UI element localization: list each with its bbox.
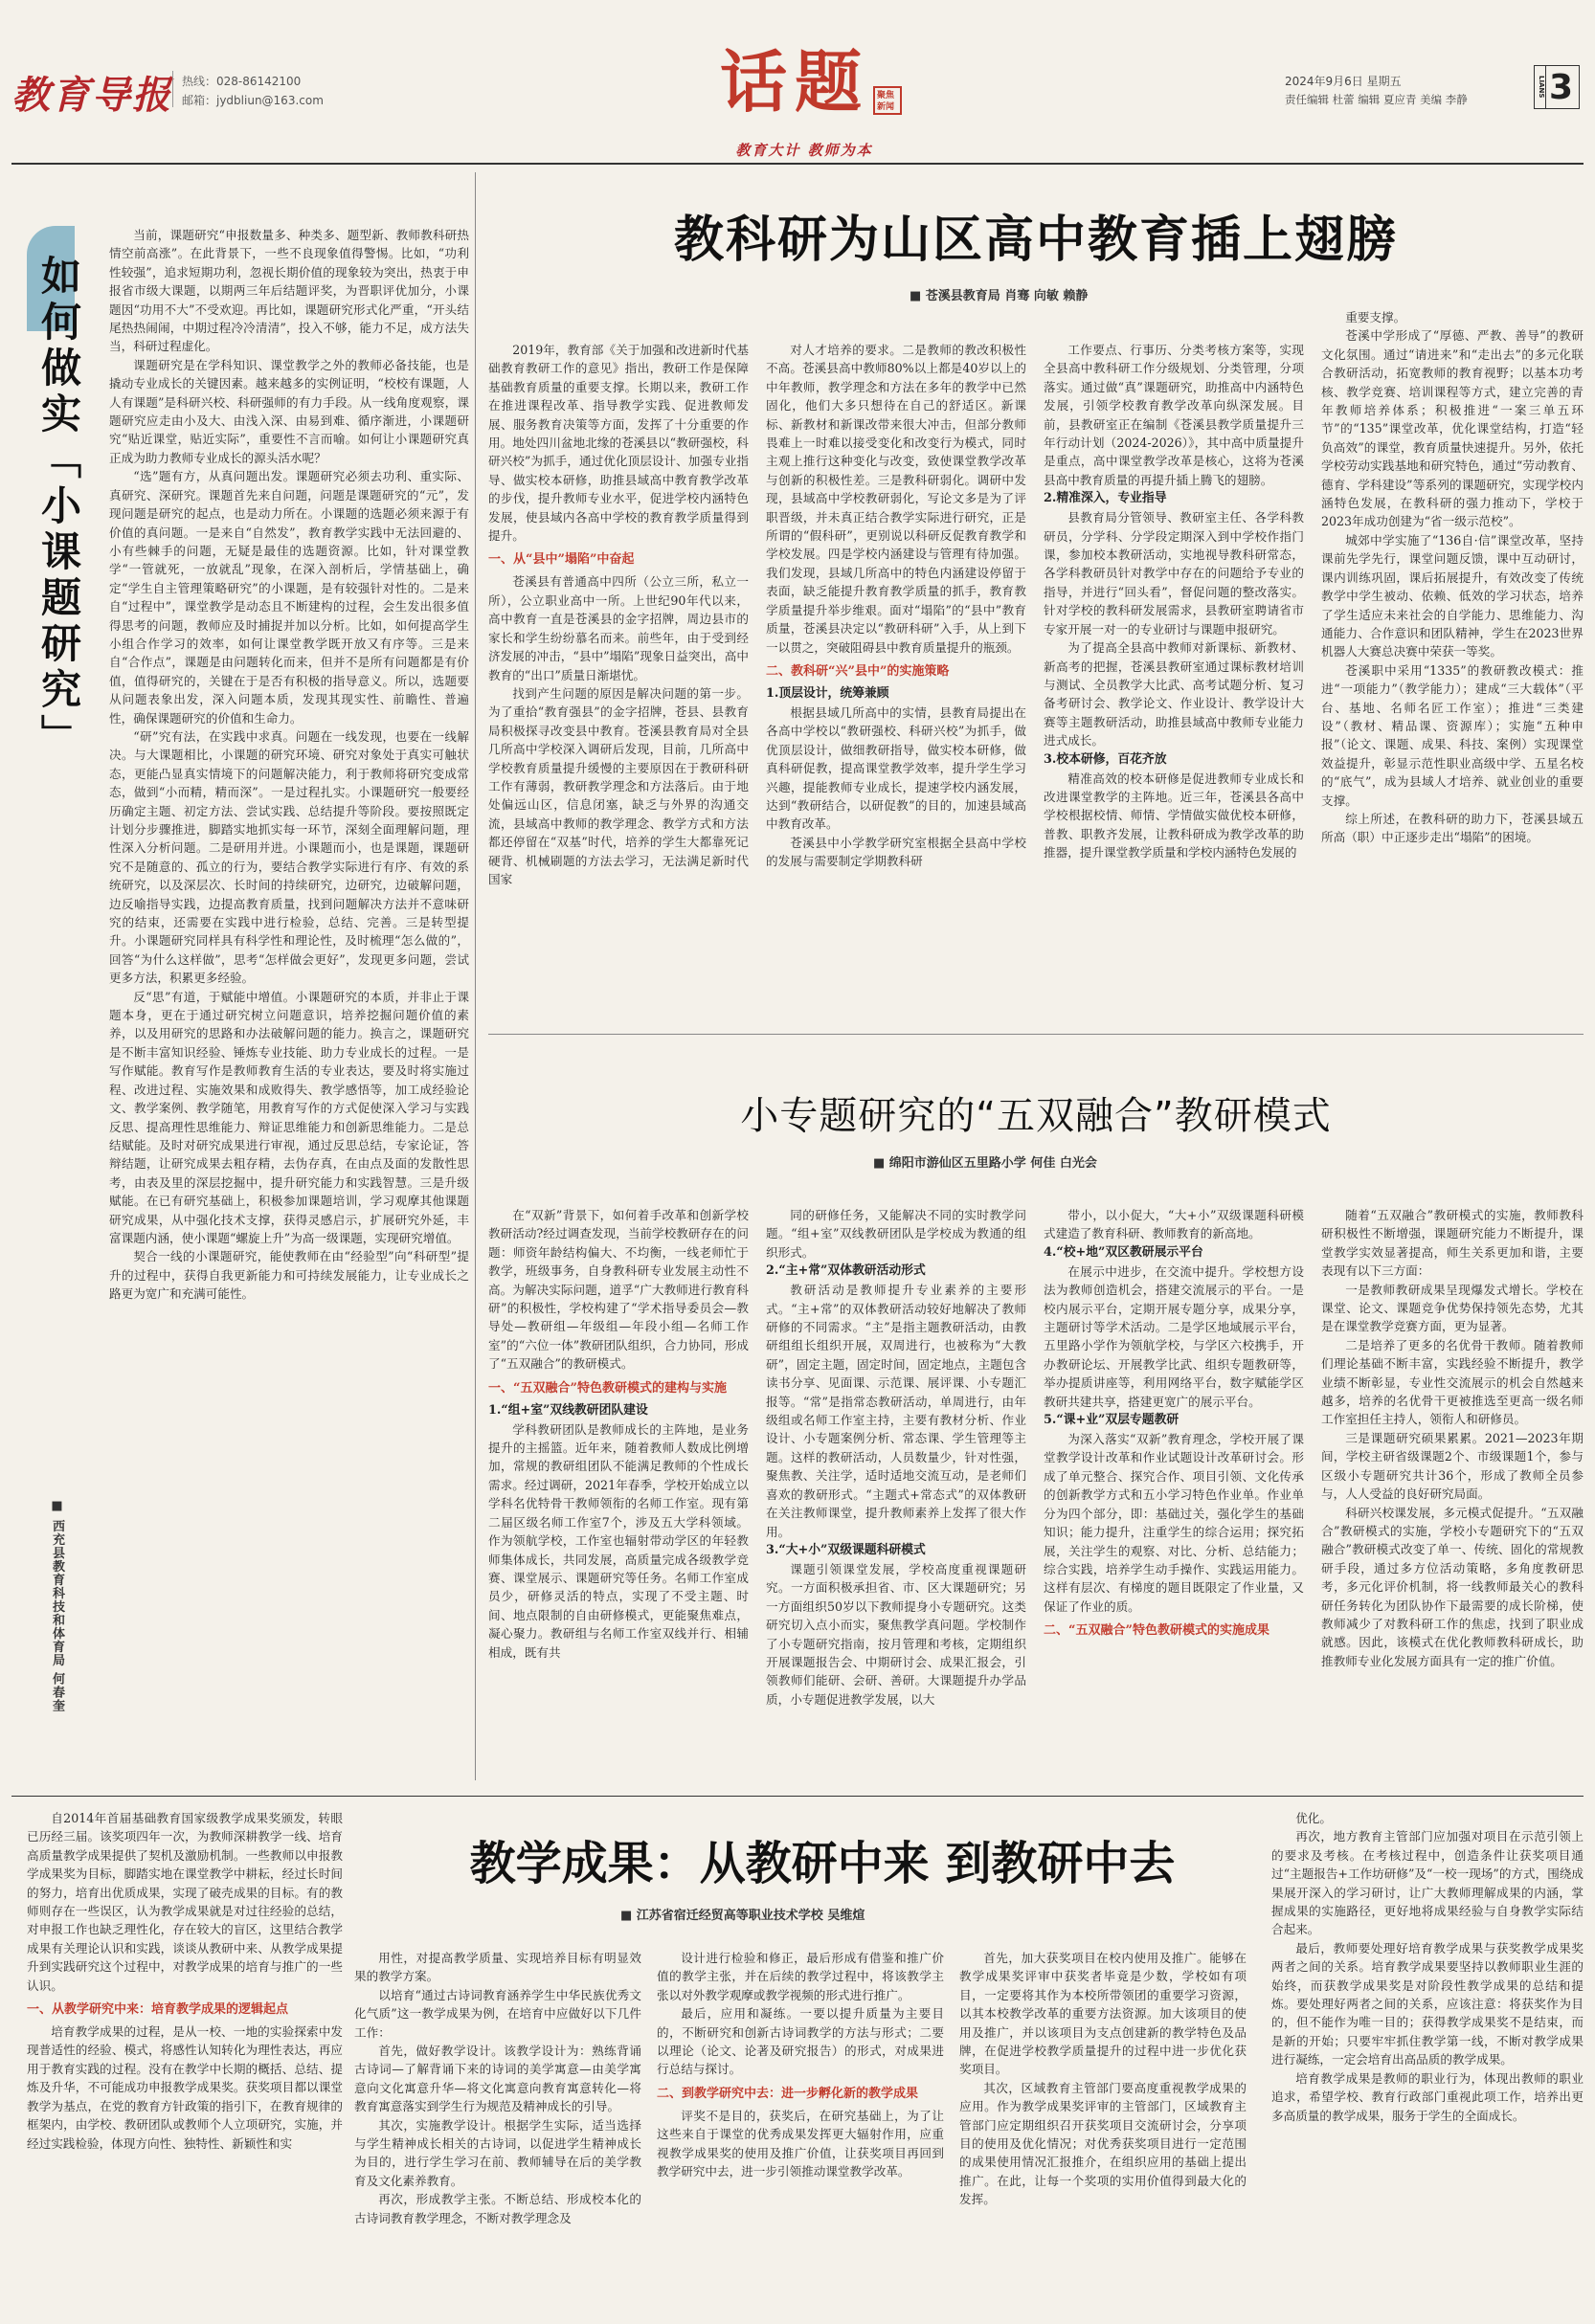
paragraph: 带小，以小促大，“大+小”双级课题科研模式建造了教育科研、教师教育的新高地。 [1044,1208,1304,1241]
paragraph: 教研活动是教师提升专业素养的主要形式。“主+常”的双体教研活动较好地解决了教师研修的不同需求。“主”是指主题教研活动，由教研组组长组织开展，双周进行，也被称为“大教研”，固定主题，固定时间，固定地点，主题包含读书分享、见面课、示范课、展评课、小专题汇报等。“常”是指常态教研活动，单周进行，由年级组或名师工作室主持，主要有教材分析、作业设计、小专题案例分析、常态课、学生管理等主题。这样的教研活动，人员数量少，针对性强，聚焦教、关注学，适时适地交流互动，是老师们喜欢的教研形式。“主题式+常态式”的双体教研在关注教师课堂，提升教师素养上发挥了很大作用。 [766,1283,1026,1539]
subheading: 二、“五双融合”特色教研模式的实施成果 [1044,1623,1269,1639]
paragraph: 其次，区域教育主管部门要高度重视教学成果的应用。作为教学成果奖评审的主管部门，区域教育主管部门应定期组织召开获奖项目交流研讨会，分享项目的使用及优化情况；对优秀获奖项目进行一定范围的成果使用情况汇报推介，在组织应用的基础上提出推广。在此，让每一个奖项的实用价值得到最大化的发挥。 [959,2080,1247,2207]
paragraph: 二是培养了更多的名优骨干教师。随着教师们理论基础不断丰富，实践经验不断提升，教学业绩不断彰显，专业性交流展示的机会自然越来越多，培养的名优骨干更被推选至更高一级名师工作室担任主持人，领衔人和研修员。 [1321,1337,1584,1427]
paragraph: 城郊中学实施了“136自·信”课堂改革，坚持课前先学先行，课堂问题反馈，课中互动研讨，课内训练巩固，课后拓展提升，有效改变了传统教学中学生被动、依赖、低效的学习状态，培养了学生适应未来社会的自学能力、思维能力、沟通能力、合作意识和团队精神，学生在2023世界机器人大赛总决赛中荣获一等奖。 [1321,532,1584,659]
paragraph: 最后，应用和凝练。一要以提升质量为主要目的，不断研究和创新古诗词教学的方法与形式；二要以理论（论文、论著及研究报告）的形式，对成果进行总结与探讨。 [657,2006,944,2077]
article-small-topic-research [27,178,469,1777]
paragraph: 契合一线的小课题研究，能使教师在由“经验型”向“科研型”提升的过程中，获得自我更新能力和可持续发展能力，让专业成长之路更为宽广和充满可能性。 [109,1249,469,1302]
paragraph: 三是课题研究硕果累累。2021—2023年期间，学校主研省级课题2个、市级课题1个，参与区级小专题研究共计36个，形成了教师全员参与，人人受益的良好研究局面。 [1321,1430,1584,1502]
article-col-4 [1321,1206,1584,1670]
masthead [0,0,1595,165]
paragraph: 苍溪中学形成了“厚德、严教、善导”的教研文化氛围。通过“请进来”和“走出去”的多元化联合教研活动，拓宽教师的教育视野；以基本功考核、教学竞赛、培训课程等方式，建立完善的青年教师培养体系；积极推进“一案三单五环节”的“135”课堂改革，优化课堂结构，打造“轻负高效”的课堂，教育质量快速提升。另外，依托学校劳动实践基地和研究特色，通过“劳动教育、德育、学科建设”等系列的课题研究，实现学校内涵特色发展，在教科研的强力推动下，学校于2023年成功创建为“省一级示范校”。 [1321,328,1584,529]
article-byline: ■ 绵阳市游仙区五里路小学 何佳 白光会 [873,1156,1097,1171]
hotline: 热线：028-86142100 [182,75,302,88]
subheading: 二、教科研“兴”县中”的实施策略 [766,663,950,679]
paragraph: 工作要点、行事历、分类考核方案等，实现全县高中教科研工作分级规划、分类管理，分项落实。通过做“真”课题研究，助推高中内涵特色发展，引领学校教育教学改革向纵深发展。目前，县教研室正在编制《苍溪县教学质量提升三年行动计划（2024-2026）》，其中高中质量提升是重点，高中课堂教学改革是核心，这将为苍溪县高中教育质量的再提升插上腾飞的翅膀。 [1044,343,1304,487]
paragraph: 学科教研团队是教师成长的主阵地，是业务提升的主摇篮。近年来，随着教师人数成比例增加，常规的教研组团队不能满足教师的个性成长需求。经过调研，2021年春季，学校开始成立以学科名优特骨干教师领衔的名师工作室。现有第二届区级名师工作室7个，涉及五大学科领域。作为领航学校，工作室也辐射带动学区的年轻教师集体成长，共同发展，高质量完成各级教学竞赛、课堂展示、课题研究等任务。名师工作室成员少，研修灵活的特点，实现了不受主题、时间、地点限制的自由研修模式，更能聚焦难点，凝心聚力。教研组与名师工作室双线并行、相辅相成，既有共 [488,1421,749,1660]
page-number: 3 [1549,67,1574,107]
article-title: 如何做实「小课题研究」 [35,255,82,760]
article-col-2 [657,1949,944,2180]
paragraph: 课题研究是在学科知识、课堂教学之外的教师必备技能，也是撬动专业成长的关键因素。越来越多的实例证明，“校校有课题，人人有课题”是科研兴校、科研强师的有力手段。从一线角度观察，课题研究应走由小及大、由浅入深、由易到难、循序渐进，小课题研究“贴近课堂，贴近实际”，重要性不言而喻。如何让小课题研究真正成为助力教师专业成长的源头活水呢？ [109,357,469,465]
paragraph: 在展示中进步，在交流中提升。学校想方设法为教师创造机会，搭建交流展示的平台。一是校内展示平台，定期开展专题分享，成果分享，主题研讨等学术活动。二是学区地域展示平台，五里路小学作为领航学校，与学区六校携手，开办教研论坛、开展教学比武、组织专题教研等，举办提质讲座等，利用网络平台，数字赋能学区教研共建共享，搭建更宽广的展示平台。 [1044,1263,1304,1409]
subheading: 2.“主+常”双体教研活动形式 [766,1263,926,1279]
article-col-2 [766,341,1026,871]
article-col-1 [488,341,749,888]
article-col-3 [1044,341,1304,862]
article-title: 教科研为山区高中教育插上翅膀 [673,211,1398,269]
article-col-4 [1271,1809,1584,2125]
masthead-rule [11,163,1584,165]
article-col-1 [354,1949,641,2227]
paragraph: 以培育“通过古诗词教育涵养学生中华民族优秀文化气质”这一教学成果为例，在培育中应做好以下几件工作： [354,1987,641,2040]
paragraph: 重要支撑。 [1345,310,1406,324]
paragraph: 培育教学成果的过程，是从一校、一地的实验探索中发现普适性的经验、模式，将感性认知转化为理性表达，再应用于教育实践的过程。没有在教学中长期的概括、总结、提炼及升华，不可能成功申报教学成果奖。获奖项目都以课堂教学为基点，在党的教育方针政策的指引下，在教育规律的框架内，由学校、教研团队或教师个人立项研究，实施，并经过实践检验，体现方向性、独特性、新颖性和实 [27,2024,343,2151]
issue-date: 2024年9月6日 星期五 [1285,75,1402,88]
article-col-4 [1321,308,1584,847]
section-rule [11,1796,1584,1797]
article-title: 小专题研究的“五双融合”教研模式 [740,1094,1332,1138]
paragraph: 优化。 [1295,1811,1332,1825]
page-number-box [1534,65,1580,109]
subheading: 二、到教学研究中去：进一步孵化新的教学成果 [657,2086,919,2101]
subheading: 2.精准深入，专业指导 [1044,491,1167,506]
paragraph: 为深入落实“双新”教育理念，学校开展了课堂教学设计改革和作业试题设计改革研讨会。形成了单元整合、探究合作、项目引领、文化传承的创新教学方式和五小学习特色作业单。作业单分为四个部分，即：基础过关，强化学生的基础知识；能力提升，注重学生的综合运用；探究拓展，关注学生的观察、对比、分析、总结能力；综合实践，培养学生动手操作、实践运用能力。这样有层次、有梯度的题目既限定了作业量，又保证了作业的质。 [1044,1432,1304,1614]
paragraph: 设计进行检验和修正，最后形成有借鉴和推广价值的教学主张，并在后续的教学过程中，将该教学主张以对外教学观摩或教学视频的形式进行推广。 [657,1951,944,2002]
newspaper-logo: 教育导报 [11,73,172,118]
section-title: 话题 [720,42,869,122]
paragraph: 科研兴校课发展，多元模式促提升。“五双融合”教研模式的实施，学校小专题研究下的“五双融合”教研模式改变了单一、传统、固化的常规教研手段，通过多方位活动策略，多角度教研思考，多元化评价机制，将一线教师最关心的教科研任务转化为团队协作下最需要的成长阶梯，使教师减少了对教科研工作的焦虑，找到了职业成就感。因此，该模式在优化教师教科研成长，助推教师专业化发展方面具有一定的推广价值。 [1321,1505,1584,1668]
paragraph: 为了提高全县高中教师对新课标、新教材、新高考的把握，苍溪县教研室通过课标教材培训与测试、全员教学大比武、高考试题分析、复习备考研讨会、教学论文、作业设计、教学设计大赛等主题教研活动，助推县域高中教师专业能力进式成长。 [1044,640,1304,749]
paragraph: 再次，地方教育主管部门应加强对项目在示范引领上的要求及考核。在考核过程中，创造条件让获奖项目通过“主题报告+工作坊研修”及“一校一现场”的方式，围绕成果展开深入的学习研讨，让广大教师理解成果的内涵，掌握成果的实施路径，更好地将成果经验与自身教学实际结合起来。 [1271,1829,1584,1937]
paragraph: 对人才培养的要求。二是教师的教改积极性不高。苍溪县高中教师80%以上都是40岁以上的中年教师，教学理念和方法在多年的教学中已然固化，他们大多只想待在自己的舒适区。新课标、新教材和新课改带来很大冲击，但部分教师畏难上一时难以接受变化和改变行为模式，同时主观上推行这种变化与改变，致使课堂教学改革与创新的积极性差。三是教科研弱化。调研中发现，县域高中学校教研弱化，写论文多是为了评职晋级，并未真正结合教学实际进行研究，正是所谓的“假科研”，更别说以科研反促教育教学和学校发展。四是学校内涵建设与管理有待加强。我们发现，县域几所高中的特色内涵建设停留于表面，缺乏能提升教育教学质量的抓手，教育教学质量提升举步维艰。面对“塌陷”的“县中”教育质量，苍溪县决定以“教研科研”入手，从上到下一以贯之，突破阻碍县中教育质量提升的瓶颈。 [766,343,1026,655]
paragraph: “研”究有法，在实践中求真。问题在一线发现，也要在一线解决。与大课题相比，小课题的研究环境、研究对象处于真实可触状态，更能凸显真实情境下的问题解决能力，利于教师将研究变成常态，做到“小而精，精而深”。一是过程扎实。小课题研究一般要经历确定主题、初定方法、尝试实践、总结提升等阶段。要按照既定计划分步骤推进，脚踏实地抓实每一环节，深刻全面理解问题，理性深入分析问题。二是研用并进。小课题而小，也是课题，课题研究不是随意的、孤立的行为，要结合教学实际进行有序、有效的系统研究，以及深层次、长时间的持续研究，边研究，边破解问题，边反喻指导实践，边提高教育质量，找到问题解决方法并不意味研究的结束，还需要在实践中进行检验，总结、完善。三是转型提升。小课题研究同样具有科学性和理论性，及时梳理“怎么做的”，回答“为什么这样做”，思考“怎样做会更好”，发现更多问题，尝试更多方法，积累更多经验。 [109,728,469,986]
paragraph: “选”题有方，从真问题出发。课题研究必须去功利、重实际、真研究、深研究。课题首先来自问题，问题是课题研究的“元”，发现问题是研究的起点，也是动力所在。小课题的选题必须来源于有价值的真问题。一是来自“自然发”，教育教学实践中无法回避的、小有些棘手的问题，无疑是最佳的选题资源。比如，针对课堂教学“一管就死，一放就乱”现象，在深入剖析后，学情基础上，确定“学生自主管理策略研究”的小课题，是有较强针对性的。二是来自“过程中”，课堂教学是动态且不断建构的过程，会生发出很多值得思考的问题，教师应及时捕捉并加以分析。比如，如何提高学生小组合作学习的效率，如何让课堂教学既开放又有序等。三是来自“合作点”，课题是由问题转化而来，但并不是所有问题都是有价值，值得研究的，关键在于是否有积极的指导意义。所以，选题要从问题表象出发，深入问题本质，发现其现实性、前瞻性、普遍性，确保课题研究的价值和生命力。 [109,469,469,726]
paragraph: 随着“五双融合”教研模式的实施，教师教科研积极性不断增强，课题研究能力不断提升，课堂教学实效显著提高，师生关系更加和谐，主要表现有以下三方面： [1321,1208,1584,1279]
article-byline: ■ 江苏省宿迁经贸高等职业技术学校 吴维煊 [620,1909,865,1923]
editors: 责任编辑 杜蕾 编辑 夏应青 美编 李静 [1285,93,1468,106]
paragraph: 培育教学成果是教师的职业行为，体现出教师的职业追求，希望学校、教育行政部门重视此项工作，培养出更多高质量的教学成果，服务于学生的全面成长。 [1271,2070,1584,2123]
subheading: 1.“组+室”双线教研团队建设 [488,1402,648,1418]
subheading: 一、从教学研究中来：培育教学成果的逻辑起点 [27,2002,289,2018]
paragraph: 苍溪县中小学教学研究室根据全县高中学校的发展与需要制定学期教科研 [766,835,1026,869]
article-title: 教学成果：从教研中来 到教研中去 [469,1837,1176,1890]
subheading: 5.“课+业”双层专题教研 [1044,1413,1179,1428]
paragraph: 用性，对提高教学质量、实现培养目标有明显效果的教学方案。 [354,1951,641,1984]
section-rule [488,1034,1584,1035]
paragraph: 在“双新”背景下，如何着手改革和创新学校教研活动?经过调查发现，当前学校教研存在的问题：师资年龄结构偏大、不均衡，一线老师忙于教学，班级事务，自身教科研专业发展主动性不高。为解决实际问题，道孚“广大教师进行教育科研”的积极性，学校构建了“学术指导委员会—教导处—教研组—年级组—年段小组—名师工作室”的“六位一体”教研团队组织，合力协同，形成了“五双融合”的教研模式。 [488,1208,749,1372]
subheading: 一、“五双融合”特色教研模式的建构与实施 [488,1380,727,1396]
paragraph: 其次，实施教学设计。根据学生实际，适当选择与学生精神成长相关的古诗词，以促进学生精神成长为目的，进行学生学习在前、教师辅导在后的美学教育及文化素养教育。 [354,2117,641,2188]
paragraph: 反“思”有道，于赋能中增值。小课题研究的本质，并非止于课题本身，更在于通过研究树立问题意识，培养挖掘问题价值的素养，以及用研究的思路和办法破解问题的能力。换言之，课题研究是不断丰富知识经验、锤炼专业技能、助力专业成长的过程。一是写作赋能。教育写作是教师教育生活的专业表达，要及时将实施过程、改进过程、实施效果和成败得失、教学感悟等，加工成经验论文、教学案例、教学随笔，用教育写作的方式促使深入学习与实践反思、提高理性思维能力、辩证思维能力和创新思维能力。二是总结赋能。及时对研究成果进行审视，通过反思总结，专家论证，答辩结题，让研究成果去粗存精，去伪存真，在由点及面的发散性思考，由表及里的深层挖掘中，提升研究能力和实践智慧。三是升级赋能。在已有研究基础上，积极参加课题培训，学习观摩其他课题研究成果，从中强化技术支撑，获得灵感启示，扩展研究外延，丰富课题内涵，使小课题“螺旋上升”为高一级课题，实现研究增值。 [109,989,469,1245]
paragraph: 当前，课题研究“申报数量多、种类多、题型新、教师教科研热情空前高涨”。在此背景下，一些不良现象值得警惕。比如，“功利性较强”，追求短期功利，忽视长期价值的现象较为突出，热衷于申报省市级大课题，以期两三年后结题评奖，为晋职评优加分，小课题因“功用不大”不受欢迎。再比如，课题研究形式化严重，“开头结尾热热闹闹，中期过程冷冷清清”，投入不够，能力不足，成方法失当，科研过程虚化。 [109,228,469,354]
paragraph: 课题引领课堂发展，学校高度重视课题研究。一方面积极承担省、市、区大课题研究；另一方面组织50岁以下教师提身小专题研究。这类研究切入点小而实，聚焦教学真问题。学校制作了小专题研究指南，按月管理和考核，定期组织开展课题报告会、中期研讨会、成果汇报会，引领教师们能研、会研、善研。大课题提升办学品质，小专题促进教学发展，以大 [766,1561,1026,1707]
article-byline: ■ 苍溪县教育局 肖骞 向敏 赖静 [910,289,1089,303]
email: 邮箱：jydbliun@163.com [182,94,324,107]
paragraph: 综上所述，在教科研的助力下，苍溪县域五所高（职）中正逐步走出“塌陷”的困境。 [1321,811,1584,845]
paragraph: 找到产生问题的原因是解决问题的第一步。为了重拾“教育强县”的金字招牌，苍县、县教育局积极探寻改变县中教育。苍溪县教育局对全县几所高中学校深入调研后发现，目前，几所高中学校教育质量提升缓慢的主要原因在于教研科研工作有薄弱，教研教学理念和方法落后。由于地处偏远山区，信息闭塞，缺乏与外界的沟通交流，县域高中教师的教学理念、教学方式和方法都还停留在“双基”时代，培养的学生大都靠死记硬背、机械刷题的方法去学习，无法满足新时代国家 [488,685,749,886]
paragraph: 根据县域几所高中的实情，县教育局提出在各高中学校以“教研强校、科研兴校”为抓手，做优顶层设计，做细教研指导，做实校本研修，做真科研促教，提高课堂教学效率，提升学生学习兴趣，提能教师专业成长，提速学校内涵发展，达到“教研结合，以研促教”的目的，加速县域高中教育改革。 [766,704,1026,832]
article-five-double-model [488,1043,1584,1790]
article-body [109,226,469,1304]
paragraph: 再次，形成教学主张。不断总结、形成校本化的古诗词教育教学理念，不断对教学理念及 [354,2192,641,2225]
page-label: LIANS [1535,66,1546,108]
article-teaching-achievements [27,1809,1584,2316]
paragraph: 自2014年首届基础教育国家级教学成果奖颁发，转眼已历经三届。该奖项四年一次，为教师深耕教学一线、培育高质量教学成果提供了契机及激励机制。一些教师以申报教学成果奖为目标，脚踏实地在课堂教学中耕耘，经过长时间的努力，培育出优质成果，实现了破壳成果的目标。有的教师则存在一些误区，认为教学成果就是对过往经验的总结，对申报工作也缺乏理性化，存在较大的盲区，这里结合教学成果有关理论认识和实践，谈谈从教研中来、从教学成果提升到实践研究这个过程中，对教学成果的培育与推广的一些认识。 [27,1811,343,1993]
subheading: 4.“校+地”双区教研展示平台 [1044,1244,1203,1260]
subheading: 3.“大+小”双级课题科研模式 [766,1542,926,1557]
subheading: 一、从“县中”塌陷”中奋起 [488,552,635,568]
paragraph: 苍溪职中采用“1335”的教研教改模式：推进“一项能力”（教学能力）；建成“三大载体”（平台、基地、名师名匠工作室）；推进“三类建设”（教材、精品课、资源库）；实施“五种申报”（论文、课题、成果、科技、案例）实现课堂效益提升，彰显示范性职业高级中学、五星名校的“底气”，成为县域人才培养、就业创业的重要支撑。 [1321,662,1584,808]
paragraph: 首先，做好教学设计。该教学设计为：熟练背诵古诗词—了解背诵下来的诗词的美学寓意—由美学寓意向文化寓意升华—将文化寓意向教育寓意转化—将教育寓意落实到学生行为规范及精神成长的引导。 [354,2044,641,2114]
article-col-3 [959,1949,1247,2209]
article-col-3 [1044,1206,1304,1643]
article-col-2 [766,1206,1026,1709]
subheading: 1.顶层设计，统筹兼顾 [766,685,889,701]
paragraph: 同的研修任务，又能解决不同的实时教学问题。“组+室”双线教研团队是学校成为教通的组织形式。 [766,1208,1026,1260]
section-badge: 聚焦新闻 [873,86,902,115]
paragraph: 最后，教师要处理好培育教学成果与获奖教学成果奖两者之间的关系。培育教学成果要坚持以教师职业生涯的始终，而获教学成果奖是对阶段性教学成果的总结和提炼。要处理好两者之间的关系，应该注意：将获奖作为目的，但不能作为唯一目的；获得教学成果奖不是结束，而是新的开始；只要牢牢抓住教学第一线，不断对教学成果进行凝练，一定会培育出高品质的教学成果。 [1271,1940,1584,2067]
article-col-1 [488,1206,749,1662]
article-byline: ■ 西充县教育科技和体育局 何春奎 [50,1499,64,1713]
slogan: 教育大计 教师为本 [735,142,873,159]
column-rule [475,172,476,1780]
subheading: 3.校本研修，百花齐放 [1044,751,1167,767]
divider [172,71,173,107]
paragraph: 评奖不是目的，获奖后，在研究基础上，为了让这些来自于课堂的优秀成果发挥更大辐射作用，应重视教学成果奖的使用及推广价值，让获奖项目再回到教学研究中去，进一步引领推动课堂教学改革。 [657,2108,944,2179]
paragraph: 一是教师教研成果呈现爆发式增长。学校在课堂、论文、课题竞争优势保持领先态势，尤其是在课堂教学竞赛方面，更为显著。 [1321,1282,1584,1334]
paragraph: 首先，加大获奖项目在校内使用及推广。能够在教学成果奖评审中获奖者毕竟是少数，学校如有项目，一定要将其作为本校所带领团的重要学习资源，以其本校教学改革的重要方法资源。加大该项目的使用及推广，并以该项目为支点创建新的教学特色及品牌，在促进学校教学质量提升的过程中进一步优化获奖项目。 [959,1951,1247,2077]
article-mountain-high-school [488,178,1584,1020]
paragraph: 2019年，教育部《关于加强和改进新时代基础教育教研工作的意见》指出，教研工作是保障基础教育质量的重要支撑。长期以来，教研工作在推进课程改革、指导教学实践、促进教师发展、服务教育决策等方面，发挥了十分重要的作用。地处四川盆地北缘的苍溪县以“教研强校，科研兴校”为抓手，通过优化顶层设计、加强专业指导、做实校本研修，助推县域高中教育教学改革的步伐，提升教师专业水平，促进学校内涵特色发展，使县域内各高中学校的教育教学质量得到提升。 [488,343,749,544]
paragraph: 苍溪县有普通高中四所（公立三所，私立一所），公立职业高中一所。上世纪90年代以来，高中教育一直是苍溪县的金字招牌，周边县市的家长和学生纷纷慕名而来。前些年，由于受到经济发展的冲击，“县中”塌陷”现象日益突出，高中教育的“出口”质量日渐堪忧。 [488,574,749,682]
paragraph: 精准高效的校本研修是促进教师专业成长和改进课堂教学的主阵地。近三年，苍溪县各高中学校根据校情、师情、学情做实做优校本研修，普教、职教齐发展，让教科研成为教学改革的助推器，提升课堂教学质量和学校内涵特色发展的 [1044,771,1304,860]
paragraph: 县教育局分管领导、教研室主任、各学科教研员，分学科、分学段定期深入到中学校作指门课，参加校本教研活动，实地视导教科研常态，各学科教研员针对教学中存在的问题给予专业的指导，并进行“回头看”，督促问题的整改落实。针对学校的教科研发展需求，县教研室聘请省市专家开展一对一的专业研讨与课题申报研究。 [1044,510,1304,637]
article-lead [27,1809,343,2153]
